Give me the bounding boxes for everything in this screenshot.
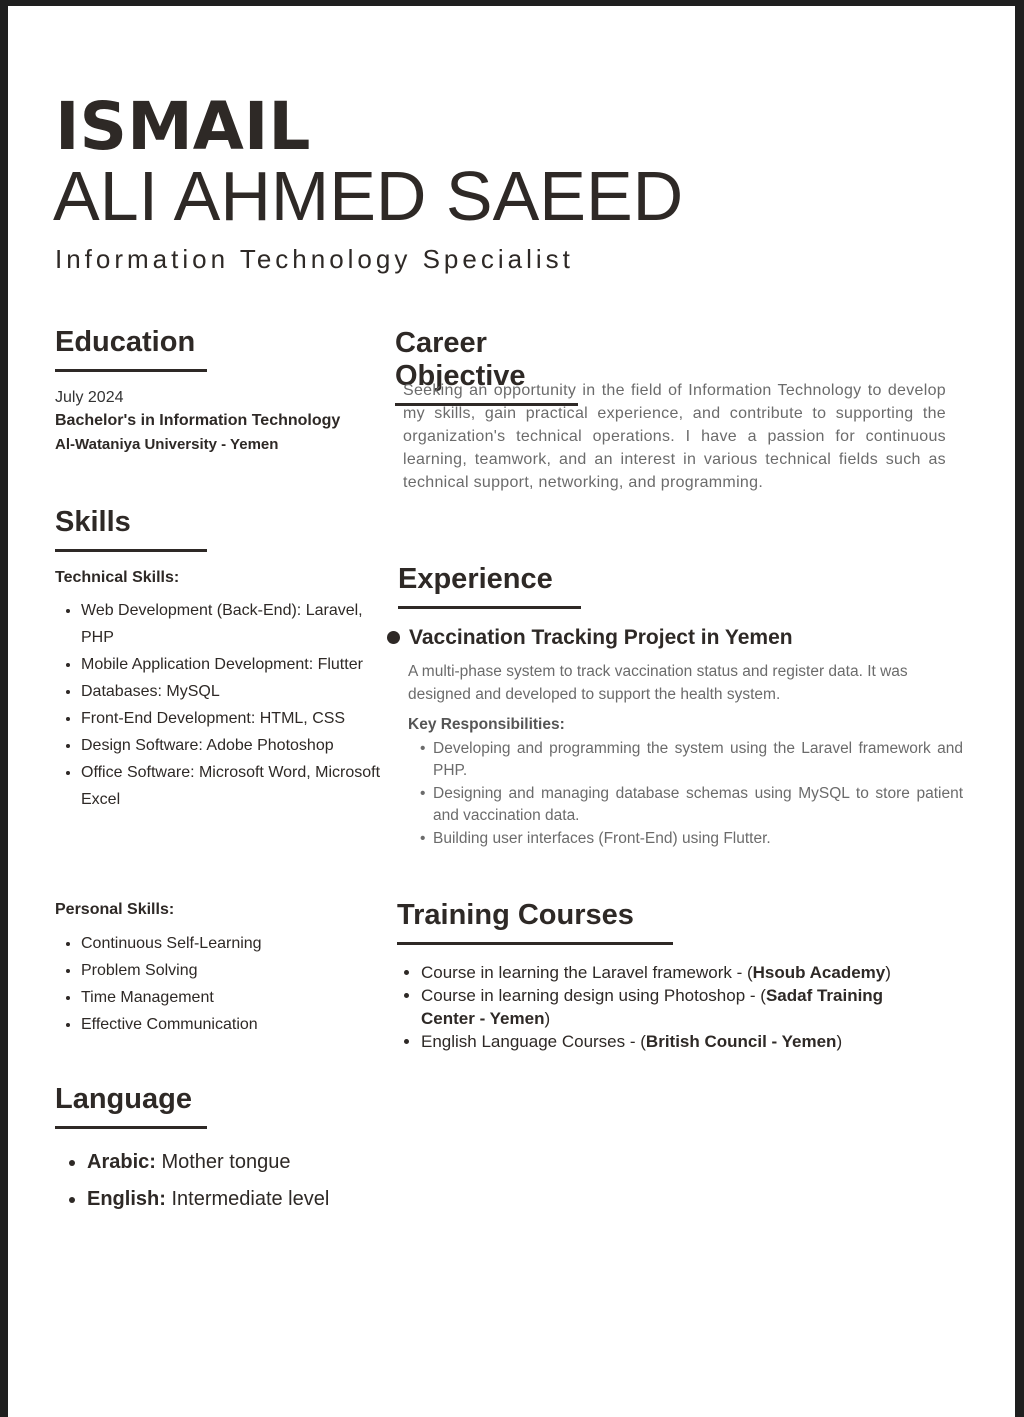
list-item: • Course in learning design using Photoshop - (Sadaf Training Center - Yemen) bbox=[421, 984, 891, 1030]
technical-skills-list bbox=[55, 597, 381, 813]
list-item: • Design Software: Adobe Photoshop bbox=[81, 732, 381, 759]
training-courses-heading: Training Courses bbox=[397, 899, 673, 945]
responsibilities-list bbox=[421, 738, 963, 851]
resume-page bbox=[8, 6, 1015, 1417]
language-heading: Language bbox=[55, 1083, 207, 1129]
list-item: • Problem Solving bbox=[81, 957, 381, 984]
personal-skills-list bbox=[55, 930, 381, 1038]
language-name: Arabic: bbox=[87, 1151, 156, 1173]
career-objective-heading: Career Objective bbox=[395, 327, 578, 406]
bullet-icon bbox=[387, 631, 400, 644]
technical-skills-heading: Technical Skills: bbox=[55, 569, 180, 586]
list-item: • Databases: MySQL bbox=[81, 678, 381, 705]
education-heading: Education bbox=[55, 326, 207, 372]
language-level: Mother tongue bbox=[161, 1151, 291, 1173]
education-school: Al-Wataniya University - Yemen bbox=[55, 436, 279, 453]
first-name: ISMAIL bbox=[55, 88, 311, 165]
list-item: • Mobile Application Development: Flutter bbox=[81, 651, 381, 678]
list-item: • Continuous Self-Learning bbox=[81, 930, 381, 957]
experience-heading: Experience bbox=[398, 563, 581, 609]
list-item: • Effective Communication bbox=[81, 1011, 381, 1038]
list-item: • Office Software: Microsoft Word, Microsoft Excel bbox=[81, 759, 381, 813]
last-name: ALI AHMED SAEED bbox=[53, 157, 684, 235]
list-item: • Time Management bbox=[81, 984, 381, 1011]
education-date: July 2024 bbox=[55, 389, 124, 406]
education-degree: Bachelor's in Information Technology bbox=[55, 412, 341, 429]
responsibilities-heading: Key Responsibilities: bbox=[408, 716, 565, 733]
list-item bbox=[87, 1188, 329, 1211]
list-item: • Course in learning the Laravel framework - (Hsoub Academy) bbox=[421, 961, 891, 984]
list-item: • Developing and programming the system using the Laravel framework and PHP. bbox=[433, 738, 963, 782]
course-provider: Sadaf Training Center - Yemen bbox=[421, 986, 884, 1028]
personal-skills-heading: Personal Skills: bbox=[55, 901, 175, 918]
training-courses-list bbox=[402, 961, 891, 1053]
list-item: • Web Development (Back-End): Laravel, PHP bbox=[81, 597, 381, 651]
career-objective-text: Seeking an opportunity in the field of Information Technology to develop my skills, gain practical experience, and contribute to supporting the organization's technical operations. I have a passion for continuous learning, teamwork, and an interest in various technical fields such as technical support, networking, and programming. bbox=[403, 382, 946, 491]
language-list bbox=[63, 1151, 329, 1225]
skills-heading: Skills bbox=[55, 506, 207, 552]
job-title: Information Technology Specialist bbox=[55, 244, 574, 274]
list-item: • Building user interfaces (Front-End) using Flutter. bbox=[433, 828, 963, 850]
language-level: Intermediate level bbox=[171, 1188, 330, 1210]
project-title: Vaccination Tracking Project in Yemen bbox=[409, 626, 793, 649]
language-name: English: bbox=[87, 1188, 166, 1210]
list-item bbox=[87, 1151, 329, 1174]
course-provider: Hsoub Academy bbox=[752, 963, 886, 982]
course-provider: British Council - Yemen bbox=[645, 1032, 837, 1051]
list-item: • Designing and managing database schemas using MySQL to store patient and vaccination data. bbox=[433, 783, 963, 827]
list-item: • English Language Courses - (British Council - Yemen) bbox=[421, 1030, 891, 1053]
list-item: • Front-End Development: HTML, CSS bbox=[81, 705, 381, 732]
project-description: A multi-phase system to track vaccination status and register data. It was designed and developed to support the health system. bbox=[408, 663, 908, 703]
